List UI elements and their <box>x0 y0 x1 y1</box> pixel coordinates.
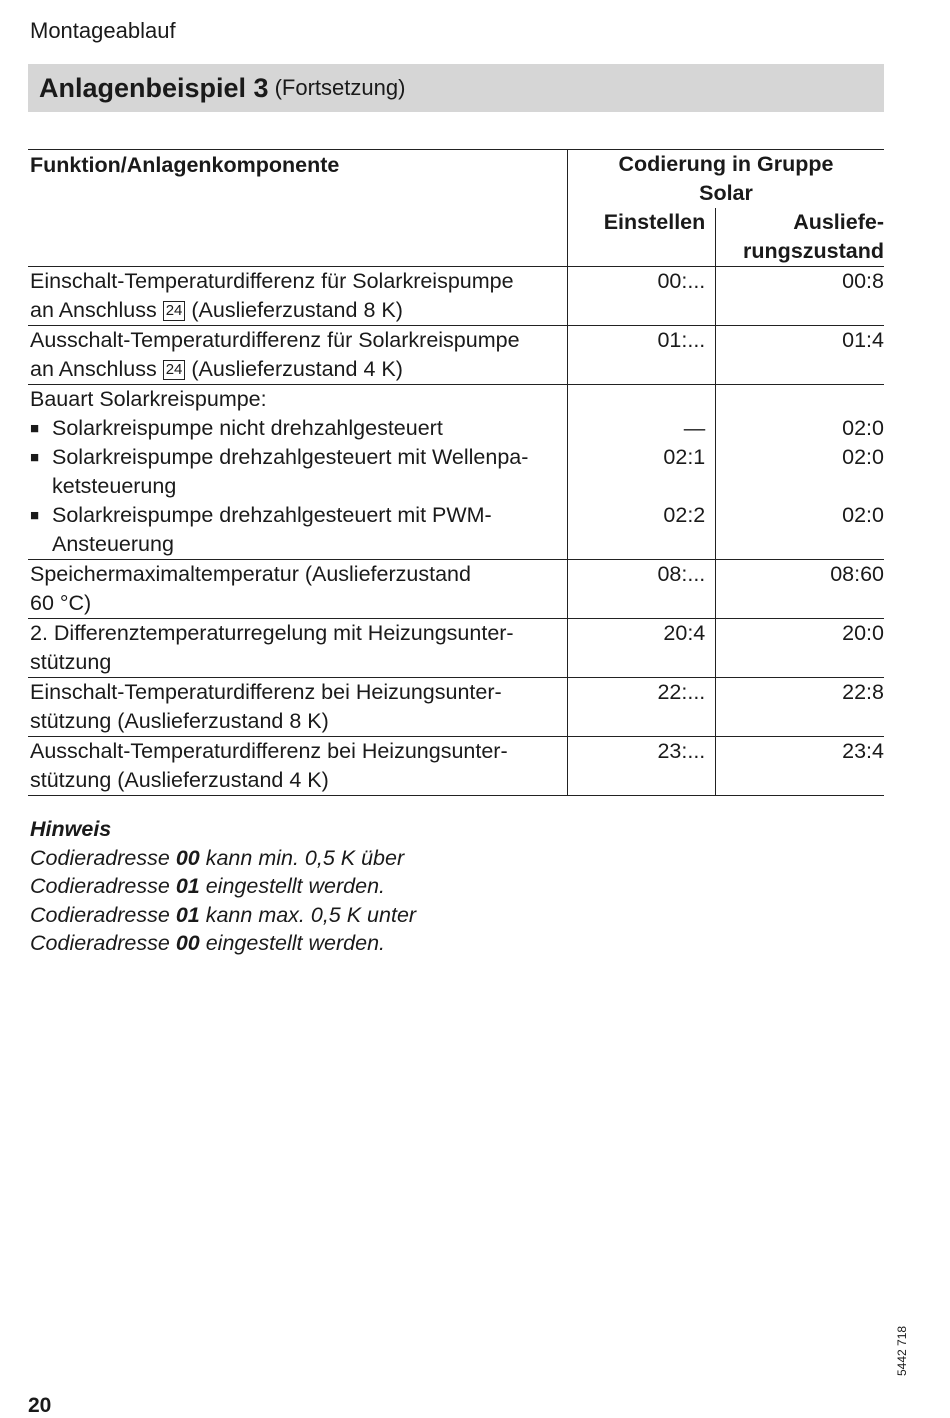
document-id: 5442 718 <box>895 1325 909 1376</box>
header-group: Codierung in Gruppe Solar <box>568 150 885 209</box>
row-set: 01:... <box>568 326 716 385</box>
table-header-row <box>28 150 884 209</box>
title-bar <box>28 64 884 112</box>
table-row <box>28 619 884 678</box>
note-line: Codieradresse 00 eingestellt werden. <box>30 931 385 955</box>
table-row <box>28 560 884 619</box>
row-set: 00:... <box>568 267 716 326</box>
terminal-number-box: 24 <box>163 360 186 380</box>
row-function: Speichermaximaltemperatur (Auslieferzustand 60 °C) <box>28 560 568 619</box>
header-default: Ausliefe- rungszustand <box>716 208 884 267</box>
row-set: 08:... <box>568 560 716 619</box>
page-subtitle: (Fortsetzung) <box>274 75 406 100</box>
terminal-number-box: 24 <box>163 301 186 321</box>
row-function: Ausschalt-Temperaturdifferenz bei Heizungsunter- stützung (Auslieferzustand 4 K) <box>28 737 568 796</box>
row-function: Ausschalt-Temperaturdifferenz für Solarkreispumpe an Anschluss 24 (Auslieferzustand 4 K) <box>28 326 568 385</box>
row-set: 20:4 <box>568 619 716 678</box>
table-row <box>28 737 884 796</box>
header-set: Einstellen <box>568 208 716 267</box>
list-item: ■ Solarkreispumpe drehzahlgesteuert mit PWM- Ansteuerung <box>30 501 567 559</box>
row-function: Einschalt-Temperaturdifferenz bei Heizungsunter- stützung (Auslieferzustand 8 K) <box>28 678 568 737</box>
section-header: Montageablauf <box>30 18 176 43</box>
page-title: Anlagenbeispiel 3 <box>39 72 269 103</box>
square-bullet-icon: ■ <box>30 420 40 437</box>
square-bullet-icon: ■ <box>30 449 40 466</box>
square-bullet-icon: ■ <box>30 507 40 524</box>
row-default: 20:0 <box>716 619 884 678</box>
row-default: 22:8 <box>716 678 884 737</box>
header-function: Funktion/Anlagenkomponente <box>28 150 568 267</box>
row-default: 02:0 02:0 02:0 <box>716 385 884 560</box>
row-function: Einschalt-Temperaturdifferenz für Solarkreispumpe an Anschluss 24 (Auslieferzustand 8 K) <box>28 267 568 326</box>
note-block <box>30 815 416 958</box>
table-row <box>28 385 884 560</box>
list-item: ■ Solarkreispumpe drehzahlgesteuert mit Wellenpa- ketsteuerung <box>30 443 567 501</box>
row-set: 22:... <box>568 678 716 737</box>
row-set: 23:... <box>568 737 716 796</box>
row-default: 01:4 <box>716 326 884 385</box>
row-set: — 02:1 02:2 <box>568 385 716 560</box>
row-function: 2. Differenztemperaturregelung mit Heizungsunter- stützung <box>28 619 568 678</box>
list-item: ■ Solarkreispumpe nicht drehzahlgesteuert <box>30 414 567 443</box>
row-default: 08:60 <box>716 560 884 619</box>
row-default: 00:8 <box>716 267 884 326</box>
note-line: Codieradresse 01 kann max. 0,5 K unter <box>30 902 417 927</box>
table-row <box>28 678 884 737</box>
note-line: Codieradresse 00 kann min. 0,5 K über <box>30 845 405 870</box>
coding-table <box>28 149 884 796</box>
row-function: Bauart Solarkreispumpe: ■ Solarkreispumpe nicht drehzahlgesteuert ■ Solarkreispumpe drehzahlgesteuert mit Wellenpa- ketsteuerung ■ Solarkreispumpe drehzahlgesteuert mit PWM- Ansteuerung <box>28 385 568 560</box>
table-row <box>28 267 884 326</box>
note-title: Hinweis <box>30 817 112 841</box>
row-default: 23:4 <box>716 737 884 796</box>
page-number: 20 <box>28 1394 52 1417</box>
note-line: Codieradresse 01 eingestellt werden. <box>30 874 385 898</box>
table-row <box>28 326 884 385</box>
